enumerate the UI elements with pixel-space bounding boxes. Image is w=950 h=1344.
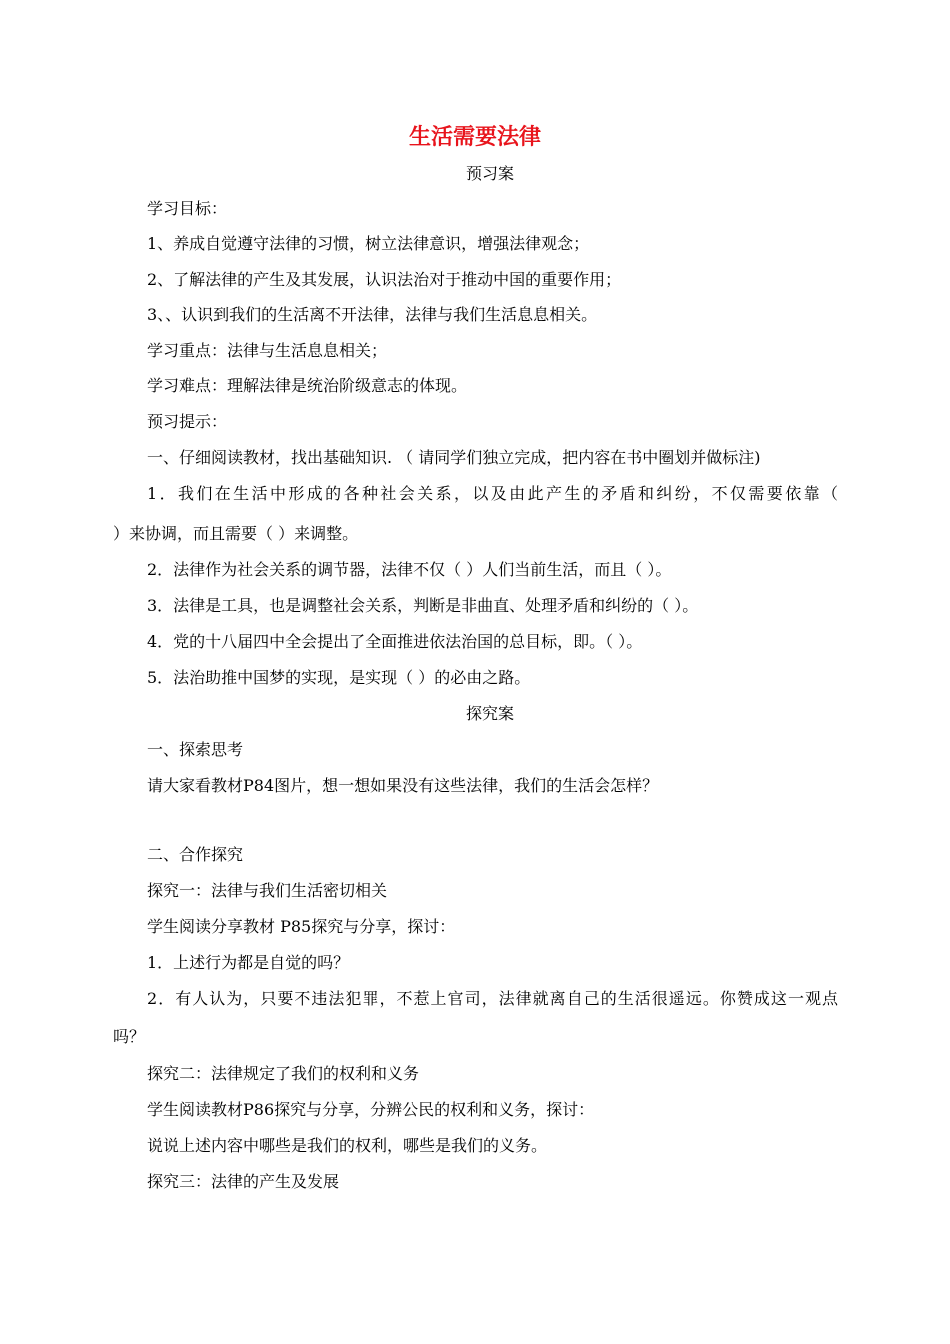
inquiry2-question: 说说上述内容中哪些是我们的权利，哪些是我们的义务。 [147,1136,548,1155]
inquiry1-question-2-line-2: 吗？ [113,1027,146,1046]
inquiry1-question-1: 1．上述行为都是自觉的吗？ [147,953,350,972]
preview-question-1-line-1: 1．我们在生活中形成的各种社会关系，以及由此产生的矛盾和纠纷，不仅需要依靠（ [147,484,838,503]
preview-question-1-line-2: ）来协调，而且需要（ ）来调整。 [113,524,359,543]
part2-heading: 二、合作探究 [147,845,244,864]
key-point: 学习重点：法律与生活息息相关； [147,341,388,360]
preview-question-4: 4．党的十八届四中全会提出了全面推进依法治国的总目标，即。（ ）。 [147,632,643,651]
section-heading-preview: 预习案 [465,164,514,183]
inquiry2-heading: 探究二：法律规定了我们的权利和义务 [147,1064,420,1083]
inquiry1-heading: 探究一：法律与我们生活密切相关 [147,881,388,900]
inquiry1-text: 学生阅读分享教材 P85探究与分享，探讨： [147,917,456,936]
preview-question-3: 3．法律是工具，也是调整社会关系，判断是非曲直、处理矛盾和纠纷的（ ）。 [147,596,699,615]
objectives-heading: 学习目标： [147,199,228,218]
difficulty-point: 学习难点：理解法律是统治阶级意志的体现。 [147,376,468,395]
objective-item-1: 1、养成自觉遵守法律的习惯，树立法律意识，增强法律观念； [147,234,590,253]
objective-item-3: 3、、认识到我们的生活离不开法律，法律与我们生活息息相关。 [147,305,598,324]
section-heading-explore: 探究案 [465,704,514,723]
preview-question-5: 5．法治助推中国梦的实现，是实现（ ）的必由之路。 [147,668,531,687]
document-title: 生活需要法律 [408,125,541,150]
preview-question-2: 2．法律作为社会关系的调节器，法律不仅（ ）人们当前生活，而且（ ）。 [147,560,672,579]
inquiry3-heading: 探究三：法律的产生及发展 [147,1172,340,1191]
inquiry1-question-2-line-1: 2．有人认为，只要不违法犯罪，不惹上官司，法律就离自己的生活很遥远。你赞成这一观点 [147,989,838,1008]
part1-text: 请大家看教材P84图片，想一想如果没有这些法律，我们的生活会怎样？ [147,776,659,795]
objective-item-2: 2、了解法律的产生及其发展，认识法治对于推动中国的重要作用； [147,270,622,289]
inquiry2-text: 学生阅读教材P86探究与分享，分辨公民的权利和义务，探讨： [147,1100,595,1119]
hint-heading: 预习提示： [147,412,228,431]
preview-instruction: 一、仔细阅读教材，找出基础知识. （ 请同学们独立完成，把内容在书中圈划并做标注) [147,448,761,467]
part1-heading: 一、探索思考 [147,740,244,759]
